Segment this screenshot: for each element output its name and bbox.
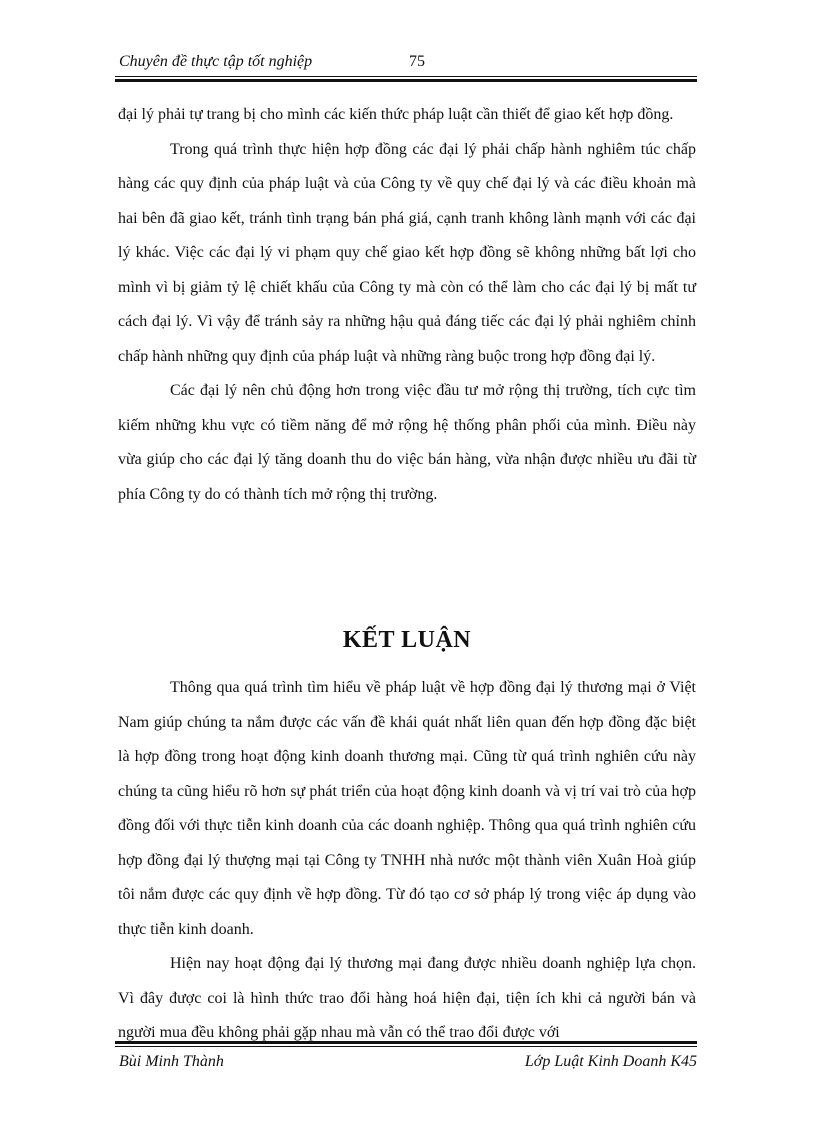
conclusion-paragraph: Thông qua quá trình tìm hiểu về pháp luật về hợp đồng đại lý thương mại ở Việt Nam giúp chúng ta nắm được các vấn đề khái quát nhất liên quan đến hợp đồng đặc biệt là hợp đồng trong hoạt động kinh doanh thương mại. Cũng từ quá trình nghiên cứu này chúng ta cũng hiểu rõ hơn sự phát triển của hoạt động kinh doanh và vị trí vai trò của hợp đồng đối với thực tiễn kinh doanh của các doanh nghiệp. Thông qua quá trình nghiên cứu hợp đồng đại lý thượng mại tại Công ty TNHH nhà nước một thành viên Xuân Hoà giúp tôi nắm được các quy định về hợp đồng. Từ đó tạo cơ sở pháp lý trong việc áp dụng vào thực tiễn kinh doanh. (118, 679, 696, 938)
footer-rule-thick (115, 1041, 697, 1044)
body-section (118, 98, 696, 512)
conclusion-paragraph: Hiện nay hoạt động đại lý thương mại đang được nhiều doanh nghiệp lựa chọn. Vì đây được coi là hình thức trao đổi hàng hoá hiện đại, tiện ích khi cả người bán và người mua đều không phải gặp nhau mà vẫn có thể trao đổi được với (118, 955, 696, 1041)
body-paragraph: đại lý phải tự trang bị cho mình các kiến thức pháp luật cần thiết để giao kết hợp đồng. (118, 106, 674, 123)
body-paragraph: Các đại lý nên chủ động hơn trong việc đầu tư mở rộng thị trường, tích cực tìm kiếm những khu vực có tiềm năng để mở rộng hệ thống phân phối của mình. Điều này vừa giúp cho các đại lý tăng doanh thu do việc bán hàng, vừa nhận được nhiều ưu đãi từ phía Công ty do có thành tích mở rộng thị trường. (118, 382, 696, 503)
footer-author: Bùi Minh Thành (119, 1053, 224, 1070)
conclusion-heading: KẾT LUẬN (342, 627, 472, 653)
footer-class-name: Lớp Luật Kinh Doanh K45 (524, 1053, 697, 1070)
header-title: Chuyên đề thực tập tốt nghiệp (119, 53, 313, 70)
header-rule-thick (115, 79, 697, 82)
page-footer (115, 1050, 697, 1074)
conclusion-section (118, 671, 696, 1051)
header-rule-thin (115, 76, 697, 77)
footer-rule-thin (115, 1046, 697, 1047)
body-paragraph: Trong quá trình thực hiện hợp đồng các đại lý phải chấp hành nghiêm túc chấp hàng các quy định của pháp luật và của Công ty về quy chế đại lý và các điều khoản mà hai bên đã giao kết, tránh tình trạng bán phá giá, cạnh tranh không lành mạnh với các đại lý khác. Việc các đại lý vi phạm quy chế giao kết hợp đồng sẽ không những bất lợi cho mình vì bị giảm tỷ lệ chiết khấu của Công ty mà còn có thể làm cho các đại lý bị mất tư cách đại lý. Vì vậy để tránh sảy ra những hậu quả đáng tiếc các đại lý phải nghiêm chỉnh chấp hành những quy định của pháp luật và những ràng buộc trong hợp đồng đại lý. (118, 140, 696, 365)
page-number: 75 (409, 53, 425, 70)
page-header (115, 50, 697, 74)
